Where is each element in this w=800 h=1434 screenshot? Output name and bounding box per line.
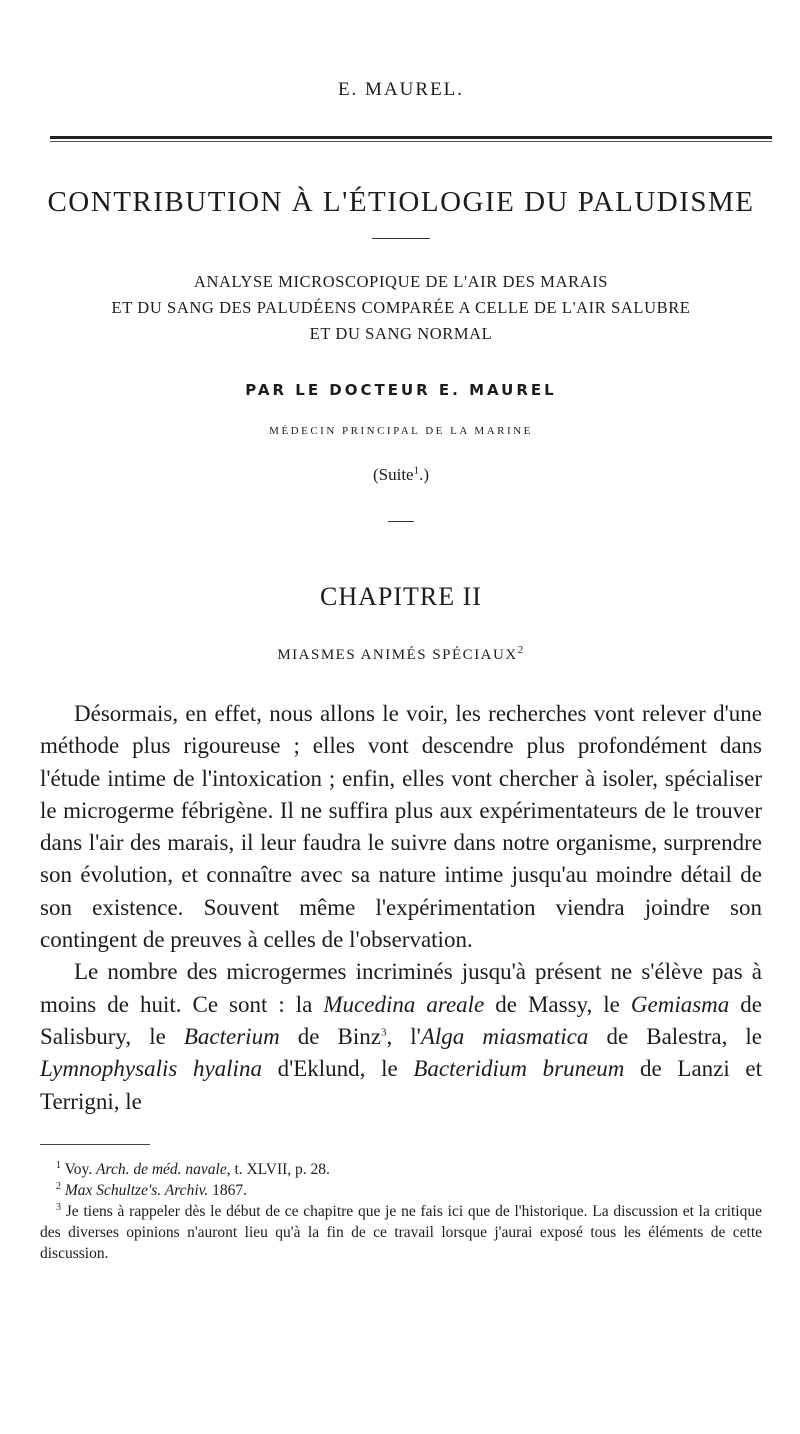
text-run: , l' — [386, 1023, 421, 1049]
footnote-rule — [40, 1144, 150, 1145]
subtitle-line: ET DU SANG NORMAL — [309, 324, 493, 343]
footnote-number: 1 — [56, 1159, 61, 1171]
article-subtitle — [40, 269, 762, 347]
chapter-subtitle — [40, 644, 762, 664]
footnote-text: , t. XLVII, p. 28. — [226, 1160, 330, 1178]
footnote-text: Je tiens à rappeler dès le début de ce chapitre que je ne fais ici que de l'historique. La discussion et la critique des diverses opinions n'auront lieu qu'à la fin de ce travail lorsque j'aurai exposé tous les éléments de cette discussion. — [40, 1202, 762, 1262]
footnote-source: Max Schultze's. Archiv. — [64, 1181, 209, 1199]
running-head: E. MAUREL. — [337, 79, 465, 100]
footnotes — [40, 1159, 762, 1264]
text-run: Le nombre des microgermes incriminés jusqu'à présent ne s'élève pas à moins de huit. Ce sont : la — [40, 959, 762, 1017]
header-rule — [50, 136, 772, 142]
species-name: Bacteridium bruneum — [413, 1056, 625, 1082]
paragraph — [40, 956, 762, 1117]
text-run: de Balestra, le — [588, 1023, 762, 1049]
subtitle-line: ANALYSE MICROSCOPIQUE DE L'AIR DES MARAIS — [193, 272, 609, 291]
footnote-text: Voy. — [61, 1160, 97, 1178]
subtitle-line: ET DU SANG DES PALUDÉENS COMPARÉE A CELLE DE L'AIR SALUBRE — [111, 298, 691, 317]
species-name: Gemiasma — [630, 991, 730, 1017]
suite-text: (Suite — [372, 465, 414, 484]
footnote-ref: 3 — [380, 1026, 387, 1039]
footnote-ref: 2 — [517, 644, 525, 656]
footnote-number: 2 — [56, 1180, 61, 1192]
paragraph: Désormais, en effet, nous allons le voir, les recherches vont relever d'une méthode plus rigoureuse ; elles vont descendre plus profondément dans l'étude intime de l'intoxication ; enfin, elles vont chercher à isoler, spécialiser le microgerme fébrigène. Il ne suffira plus aux expérimentateurs de le trouver dans l'air des marais, il leur faudra le suivre dans notre organisme, surprendre son évolution, et connaître avec sa nature intime jusqu'au moindre détail de son existence. Souvent même l'expérimentation viendra joindre son contingent de preuves à celles de l'observation. — [40, 701, 762, 953]
suite-close: .) — [419, 465, 430, 484]
footnote-source: Arch. de méd. navale — [96, 1160, 227, 1178]
article-title: CONTRIBUTION À L'ÉTIOLOGIE DU PALUDISME — [47, 186, 755, 218]
body-text — [40, 698, 762, 1118]
footnote-number: 3 — [56, 1201, 61, 1213]
section-divider — [388, 521, 414, 522]
footnote — [40, 1159, 762, 1180]
chapter-heading: CHAPITRE II — [320, 582, 482, 611]
continued-note — [40, 465, 762, 485]
footnote-ref: 1 — [413, 464, 420, 477]
footnote — [40, 1180, 762, 1201]
text-run: de Salisbury, le — [40, 991, 762, 1049]
chapter-subtitle-text: MIASMES ANIMÉS SPÉCIAUX — [277, 647, 518, 663]
species-name: Mucedina areale — [323, 991, 485, 1017]
footnote-text: 1867. — [208, 1181, 247, 1199]
species-name: Alga miasmatica — [420, 1023, 589, 1049]
title-divider — [372, 238, 430, 239]
author-affiliation: MÉDECIN PRINCIPAL DE LA MARINE — [269, 425, 533, 437]
footnote — [40, 1201, 762, 1264]
species-name: Bacterium — [183, 1023, 280, 1049]
text-run: de Massy, le — [484, 991, 631, 1017]
text-run: de Binz — [279, 1023, 381, 1049]
author-line: PAR LE DOCTEUR E. MAUREL — [245, 381, 557, 399]
text-run: de Lanzi et Terrigni, le — [40, 1056, 763, 1114]
text-run: d'Eklund, le — [261, 1056, 414, 1082]
species-name: Lymnophysalis hyalina — [40, 1056, 262, 1082]
